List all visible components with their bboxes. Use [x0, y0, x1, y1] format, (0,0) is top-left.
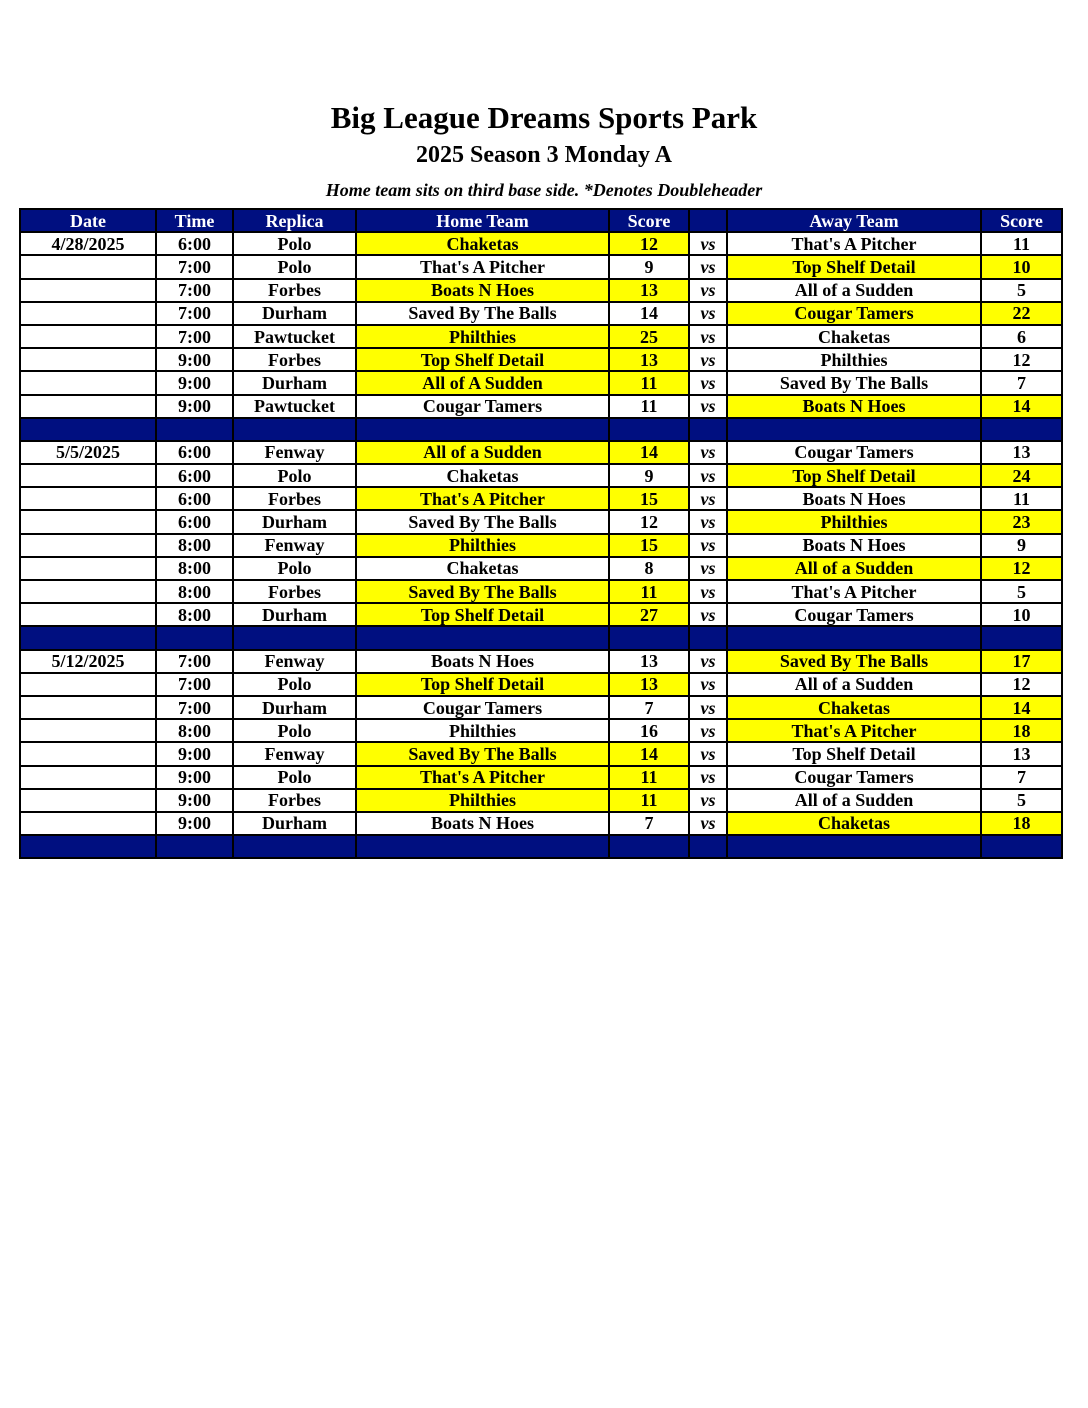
- away-team-cell: Saved By The Balls: [727, 650, 981, 673]
- away-score-cell: 13: [981, 441, 1062, 464]
- away-score-cell: 10: [981, 255, 1062, 278]
- date-cell: [20, 395, 156, 418]
- game-row: [20, 650, 1062, 673]
- replica-cell: Durham: [233, 371, 356, 394]
- time-cell: 9:00: [156, 742, 233, 765]
- vs-cell: vs: [689, 766, 727, 789]
- away-score-cell: 7: [981, 766, 1062, 789]
- home-score-cell: 9: [609, 464, 689, 487]
- game-row: [20, 742, 1062, 765]
- away-team-cell: Top Shelf Detail: [727, 464, 981, 487]
- away-score-cell: 5: [981, 279, 1062, 302]
- date-cell: [20, 696, 156, 719]
- replica-cell: Durham: [233, 696, 356, 719]
- home-score-cell: 14: [609, 302, 689, 325]
- date-cell: [20, 348, 156, 371]
- away-score-cell: 17: [981, 650, 1062, 673]
- replica-cell: Polo: [233, 719, 356, 742]
- game-row: [20, 325, 1062, 348]
- game-row: [20, 302, 1062, 325]
- game-row: [20, 371, 1062, 394]
- date-cell: [20, 279, 156, 302]
- separator-cell: [689, 835, 727, 858]
- away-team-cell: That's A Pitcher: [727, 580, 981, 603]
- game-row: [20, 766, 1062, 789]
- date-cell: [20, 255, 156, 278]
- time-cell: 7:00: [156, 650, 233, 673]
- game-row: [20, 673, 1062, 696]
- replica-cell: Polo: [233, 673, 356, 696]
- away-team-cell: Saved By The Balls: [727, 371, 981, 394]
- away-score-cell: 5: [981, 789, 1062, 812]
- vs-cell: vs: [689, 696, 727, 719]
- away-team-header: Away Team: [727, 209, 981, 232]
- time-cell: 8:00: [156, 719, 233, 742]
- away-team-cell: Cougar Tamers: [727, 603, 981, 626]
- time-cell: 9:00: [156, 348, 233, 371]
- game-row: [20, 232, 1062, 255]
- away-score-cell: 14: [981, 696, 1062, 719]
- schedule-table: [19, 208, 1063, 859]
- home-score-cell: 25: [609, 325, 689, 348]
- away-score-cell: 22: [981, 302, 1062, 325]
- game-row: [20, 464, 1062, 487]
- away-score-cell: 24: [981, 464, 1062, 487]
- away-score-cell: 6: [981, 325, 1062, 348]
- away-score-cell: 13: [981, 742, 1062, 765]
- away-team-cell: Chaketas: [727, 325, 981, 348]
- vs-cell: vs: [689, 510, 727, 533]
- home-team-cell: Philthies: [356, 789, 609, 812]
- away-team-cell: All of a Sudden: [727, 279, 981, 302]
- away-team-cell: Top Shelf Detail: [727, 742, 981, 765]
- separator-cell: [356, 626, 609, 649]
- vs-cell: vs: [689, 580, 727, 603]
- time-cell: 6:00: [156, 510, 233, 533]
- separator-cell: [156, 626, 233, 649]
- replica-cell: Forbes: [233, 580, 356, 603]
- separator-cell: [233, 418, 356, 441]
- away-score-cell: 5: [981, 580, 1062, 603]
- replica-cell: Forbes: [233, 789, 356, 812]
- away-team-cell: Cougar Tamers: [727, 302, 981, 325]
- vs-header: [689, 209, 727, 232]
- away-team-cell: Boats N Hoes: [727, 534, 981, 557]
- away-score-cell: 18: [981, 812, 1062, 835]
- home-score-cell: 7: [609, 696, 689, 719]
- home-score-cell: 16: [609, 719, 689, 742]
- game-row: [20, 719, 1062, 742]
- vs-cell: vs: [689, 534, 727, 557]
- home-team-header: Home Team: [356, 209, 609, 232]
- game-row: [20, 696, 1062, 719]
- date-cell: 5/12/2025: [20, 650, 156, 673]
- date-cell: [20, 766, 156, 789]
- week-separator-row: [20, 418, 1062, 441]
- away-team-cell: Cougar Tamers: [727, 766, 981, 789]
- home-team-cell: Boats N Hoes: [356, 279, 609, 302]
- home-team-cell: All of A Sudden: [356, 371, 609, 394]
- separator-cell: [981, 418, 1062, 441]
- vs-cell: vs: [689, 650, 727, 673]
- game-row: [20, 395, 1062, 418]
- away-team-cell: Boats N Hoes: [727, 487, 981, 510]
- replica-cell: Forbes: [233, 348, 356, 371]
- away-score-cell: 7: [981, 371, 1062, 394]
- time-cell: 6:00: [156, 232, 233, 255]
- game-row: [20, 487, 1062, 510]
- home-score-cell: 14: [609, 742, 689, 765]
- home-team-cell: Saved By The Balls: [356, 580, 609, 603]
- time-cell: 7:00: [156, 302, 233, 325]
- replica-cell: Fenway: [233, 534, 356, 557]
- replica-cell: Durham: [233, 812, 356, 835]
- home-score-cell: 12: [609, 232, 689, 255]
- date-cell: [20, 789, 156, 812]
- separator-cell: [727, 418, 981, 441]
- separator-cell: [689, 626, 727, 649]
- home-score-cell: 11: [609, 789, 689, 812]
- date-cell: 4/28/2025: [20, 232, 156, 255]
- home-score-cell: 13: [609, 279, 689, 302]
- time-cell: 9:00: [156, 766, 233, 789]
- time-header: Time: [156, 209, 233, 232]
- game-row: [20, 812, 1062, 835]
- vs-cell: vs: [689, 673, 727, 696]
- game-row: [20, 255, 1062, 278]
- time-cell: 9:00: [156, 812, 233, 835]
- vs-cell: vs: [689, 487, 727, 510]
- away-team-cell: Boats N Hoes: [727, 395, 981, 418]
- replica-cell: Polo: [233, 255, 356, 278]
- away-team-cell: Cougar Tamers: [727, 441, 981, 464]
- game-row: [20, 557, 1062, 580]
- separator-cell: [20, 835, 156, 858]
- replica-cell: Forbes: [233, 487, 356, 510]
- date-cell: [20, 603, 156, 626]
- home-score-cell: 14: [609, 441, 689, 464]
- time-cell: 9:00: [156, 789, 233, 812]
- vs-cell: vs: [689, 789, 727, 812]
- away-team-cell: That's A Pitcher: [727, 719, 981, 742]
- vs-cell: vs: [689, 742, 727, 765]
- away-score-cell: 11: [981, 487, 1062, 510]
- time-cell: 6:00: [156, 464, 233, 487]
- separator-cell: [981, 626, 1062, 649]
- away-team-cell: That's A Pitcher: [727, 232, 981, 255]
- home-score-cell: 7: [609, 812, 689, 835]
- home-score-cell: 11: [609, 371, 689, 394]
- vs-cell: vs: [689, 348, 727, 371]
- home-score-cell: 11: [609, 395, 689, 418]
- replica-cell: Polo: [233, 232, 356, 255]
- time-cell: 9:00: [156, 395, 233, 418]
- separator-cell: [156, 418, 233, 441]
- time-cell: 9:00: [156, 371, 233, 394]
- home-team-cell: Saved By The Balls: [356, 742, 609, 765]
- date-cell: [20, 673, 156, 696]
- vs-cell: vs: [689, 395, 727, 418]
- separator-cell: [727, 835, 981, 858]
- separator-cell: [233, 835, 356, 858]
- home-team-cell: Saved By The Balls: [356, 510, 609, 533]
- separator-cell: [20, 626, 156, 649]
- home-score-cell: 15: [609, 487, 689, 510]
- home-score-cell: 12: [609, 510, 689, 533]
- date-cell: [20, 719, 156, 742]
- home-score-cell: 9: [609, 255, 689, 278]
- time-cell: 7:00: [156, 696, 233, 719]
- vs-cell: vs: [689, 232, 727, 255]
- replica-cell: Forbes: [233, 279, 356, 302]
- date-cell: [20, 557, 156, 580]
- home-team-cell: Boats N Hoes: [356, 650, 609, 673]
- vs-cell: vs: [689, 302, 727, 325]
- home-team-cell: Philthies: [356, 534, 609, 557]
- home-score-cell: 13: [609, 673, 689, 696]
- time-cell: 6:00: [156, 441, 233, 464]
- home-team-cell: Top Shelf Detail: [356, 673, 609, 696]
- time-cell: 8:00: [156, 534, 233, 557]
- replica-cell: Durham: [233, 302, 356, 325]
- separator-cell: [356, 418, 609, 441]
- date-cell: [20, 487, 156, 510]
- away-team-cell: Philthies: [727, 348, 981, 371]
- home-team-cell: That's A Pitcher: [356, 766, 609, 789]
- away-score-cell: 12: [981, 673, 1062, 696]
- date-cell: 5/5/2025: [20, 441, 156, 464]
- vs-cell: vs: [689, 279, 727, 302]
- away-score-cell: 18: [981, 719, 1062, 742]
- game-row: [20, 603, 1062, 626]
- vs-cell: vs: [689, 812, 727, 835]
- game-row: [20, 580, 1062, 603]
- separator-cell: [609, 418, 689, 441]
- away-score-cell: 23: [981, 510, 1062, 533]
- home-score-cell: 8: [609, 557, 689, 580]
- replica-cell: Polo: [233, 464, 356, 487]
- replica-cell: Polo: [233, 557, 356, 580]
- header-row: [20, 209, 1062, 232]
- time-cell: 8:00: [156, 580, 233, 603]
- week-separator-row: [20, 626, 1062, 649]
- home-team-cell: Top Shelf Detail: [356, 603, 609, 626]
- replica-cell: Pawtucket: [233, 395, 356, 418]
- separator-cell: [20, 418, 156, 441]
- replica-cell: Polo: [233, 766, 356, 789]
- away-team-cell: All of a Sudden: [727, 789, 981, 812]
- vs-cell: vs: [689, 603, 727, 626]
- date-cell: [20, 742, 156, 765]
- separator-cell: [727, 626, 981, 649]
- separator-cell: [233, 626, 356, 649]
- home-team-note: Home team sits on third base side. *Denotes Doubleheader: [325, 180, 763, 200]
- home-team-cell: Cougar Tamers: [356, 696, 609, 719]
- vs-cell: vs: [689, 464, 727, 487]
- away-score-cell: 12: [981, 348, 1062, 371]
- home-team-cell: Philthies: [356, 719, 609, 742]
- time-cell: 8:00: [156, 603, 233, 626]
- game-row: [20, 510, 1062, 533]
- vs-cell: vs: [689, 325, 727, 348]
- date-cell: [20, 325, 156, 348]
- away-team-cell: All of a Sudden: [727, 557, 981, 580]
- time-cell: 7:00: [156, 279, 233, 302]
- home-team-cell: Philthies: [356, 325, 609, 348]
- home-team-cell: All of a Sudden: [356, 441, 609, 464]
- season-subtitle: 2025 Season 3 Monday A: [415, 142, 673, 168]
- date-cell: [20, 371, 156, 394]
- game-row: [20, 789, 1062, 812]
- time-cell: 7:00: [156, 325, 233, 348]
- home-team-cell: Chaketas: [356, 232, 609, 255]
- home-score-header: Score: [609, 209, 689, 232]
- date-cell: [20, 580, 156, 603]
- replica-cell: Pawtucket: [233, 325, 356, 348]
- date-cell: [20, 302, 156, 325]
- date-header: Date: [20, 209, 156, 232]
- home-team-cell: Chaketas: [356, 557, 609, 580]
- game-row: [20, 534, 1062, 557]
- home-team-cell: Boats N Hoes: [356, 812, 609, 835]
- away-score-cell: 11: [981, 232, 1062, 255]
- home-score-cell: 11: [609, 766, 689, 789]
- separator-cell: [356, 835, 609, 858]
- away-team-cell: Chaketas: [727, 696, 981, 719]
- separator-cell: [981, 835, 1062, 858]
- away-team-cell: Chaketas: [727, 812, 981, 835]
- away-score-cell: 12: [981, 557, 1062, 580]
- separator-cell: [689, 418, 727, 441]
- vs-cell: vs: [689, 371, 727, 394]
- time-cell: 6:00: [156, 487, 233, 510]
- home-team-cell: Cougar Tamers: [356, 395, 609, 418]
- week-separator-row: [20, 835, 1062, 858]
- date-cell: [20, 510, 156, 533]
- home-score-cell: 27: [609, 603, 689, 626]
- replica-cell: Durham: [233, 510, 356, 533]
- replica-cell: Fenway: [233, 742, 356, 765]
- time-cell: 8:00: [156, 557, 233, 580]
- schedule-body: [20, 232, 1062, 858]
- away-score-cell: 10: [981, 603, 1062, 626]
- home-team-cell: That's A Pitcher: [356, 255, 609, 278]
- home-score-cell: 13: [609, 650, 689, 673]
- home-score-cell: 11: [609, 580, 689, 603]
- home-team-cell: Saved By The Balls: [356, 302, 609, 325]
- date-cell: [20, 812, 156, 835]
- home-team-cell: Chaketas: [356, 464, 609, 487]
- away-team-cell: Top Shelf Detail: [727, 255, 981, 278]
- time-cell: 7:00: [156, 673, 233, 696]
- vs-cell: vs: [689, 557, 727, 580]
- game-row: [20, 348, 1062, 371]
- replica-header: Replica: [233, 209, 356, 232]
- replica-cell: Durham: [233, 603, 356, 626]
- vs-cell: vs: [689, 441, 727, 464]
- vs-cell: vs: [689, 719, 727, 742]
- replica-cell: Fenway: [233, 650, 356, 673]
- home-team-cell: That's A Pitcher: [356, 487, 609, 510]
- home-score-cell: 13: [609, 348, 689, 371]
- time-cell: 7:00: [156, 255, 233, 278]
- separator-cell: [609, 835, 689, 858]
- date-cell: [20, 534, 156, 557]
- page-title: Big League Dreams Sports Park: [330, 100, 758, 135]
- vs-cell: vs: [689, 255, 727, 278]
- home-team-cell: Top Shelf Detail: [356, 348, 609, 371]
- game-row: [20, 441, 1062, 464]
- away-score-header: Score: [981, 209, 1062, 232]
- game-row: [20, 279, 1062, 302]
- replica-cell: Fenway: [233, 441, 356, 464]
- away-team-cell: Philthies: [727, 510, 981, 533]
- home-score-cell: 15: [609, 534, 689, 557]
- separator-cell: [156, 835, 233, 858]
- separator-cell: [609, 626, 689, 649]
- away-team-cell: All of a Sudden: [727, 673, 981, 696]
- away-score-cell: 9: [981, 534, 1062, 557]
- away-score-cell: 14: [981, 395, 1062, 418]
- date-cell: [20, 464, 156, 487]
